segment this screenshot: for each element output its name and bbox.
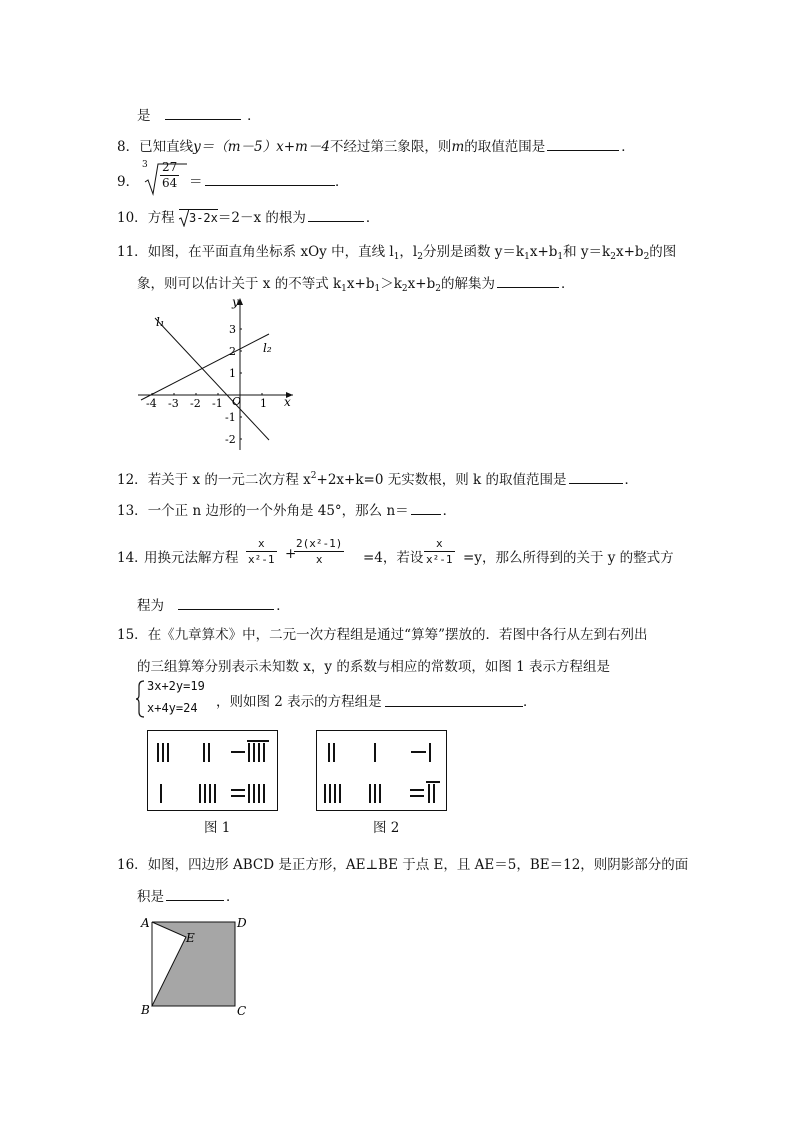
y-tick-label: 1 <box>229 367 236 380</box>
question-13: 13．一个正 n 边形的一个外角是 45°，那么 n＝ ． <box>117 503 457 519</box>
answer-blank[interactable] <box>166 899 224 901</box>
question-16-line2: 积是 ． <box>137 889 240 905</box>
continuation-line: 是 ． <box>137 108 261 124</box>
figure-2-caption: 图 2 <box>373 820 400 836</box>
fraction: $\frac{27}{64}$ <box>162 160 178 190</box>
y-tick-label: -1 <box>225 411 236 424</box>
vertex-c: C <box>237 1004 247 1018</box>
answer-blank[interactable] <box>547 149 619 151</box>
x-tick-label: -1 <box>212 397 223 410</box>
answer-blank[interactable] <box>497 286 559 288</box>
brace-icon <box>135 680 145 718</box>
coordinate-graph <box>135 292 300 452</box>
question-10: 10．方程 3-2x＝2－x 的根为 ． <box>117 210 380 226</box>
y-tick-label: 2 <box>229 345 236 358</box>
fraction: $\frac{x}{\text{x²-1}}$ <box>248 537 275 566</box>
x-tick-label: 1 <box>260 397 267 410</box>
answer-blank[interactable] <box>569 482 623 484</box>
question-15: 15．在《九章算术》中，二元一次方程组是通过“算筹”摆放的．若图中各行从左到右列出 <box>117 627 648 643</box>
vertex-d: D <box>237 916 247 930</box>
y-axis-label: y <box>232 295 239 309</box>
counting-rods-figure-2 <box>316 730 448 812</box>
counting-rods-figure-1 <box>147 730 279 812</box>
x-tick-label: -3 <box>168 397 179 410</box>
answer-blank[interactable] <box>165 118 241 120</box>
l1-label: l₁ <box>156 315 165 329</box>
answer-blank[interactable] <box>308 220 364 222</box>
vertex-b: B <box>141 1003 150 1017</box>
origin-label: O <box>232 395 242 408</box>
fraction: $\frac{\text{2(x²-1)}}{x}$ <box>296 537 343 566</box>
y-tick-label: -2 <box>225 433 236 446</box>
question-12: 12．若关于 x 的一元二次方程 $x^2+2x+k=0$ 无实数根，则 k 的取值范围是 ． <box>117 471 638 488</box>
figure-1-caption: 图 1 <box>204 820 231 836</box>
vertex-e: E <box>186 931 195 945</box>
fraction: $\frac{x}{\text{x²-1}}$ <box>426 537 453 566</box>
vertex-a: A <box>141 916 150 930</box>
square-root: 3-2x <box>179 209 218 226</box>
question-16: 16．如图，四边形 ABCD 是正方形，AE⊥BE 于点 E，且 AE＝5，BE＝12，则阴影部分的面 <box>117 857 689 873</box>
question-11-line2: 象，则可以估计关于 x 的不等式 $k_1x+b_1>k_2x+b_2$的解集为 ． <box>137 276 575 294</box>
question-8: 8．已知直线y＝（m－5）x+m－4不经过第三象限，则m的取值范围是 ． <box>117 139 635 155</box>
answer-blank[interactable] <box>385 705 523 707</box>
x-axis-label: x <box>284 395 291 409</box>
l2-label: l₂ <box>263 341 272 355</box>
line-l2 <box>141 334 269 400</box>
square-figure <box>138 912 250 1022</box>
y-tick-label: 3 <box>229 323 236 336</box>
question-15-line2: 的三组算筹分别表示未知数 x，y 的系数与相应的常数项，如图 1 表示方程组是 <box>137 659 610 675</box>
line-l1 <box>155 318 269 440</box>
x-tick-label: -2 <box>190 397 201 410</box>
question-11: 11．如图，在平面直角坐标系 xOy 中，直线 $l_1$，$l_2$分别是函数 $y=k_1x+b_1$和 $y=k_2x+b_2$的图 <box>117 244 677 262</box>
answer-blank[interactable] <box>178 608 274 610</box>
answer-blank[interactable] <box>205 184 335 186</box>
x-tick-label: -4 <box>146 397 157 410</box>
answer-blank[interactable] <box>411 513 441 515</box>
question-14-line2: 程为 ． <box>137 598 290 614</box>
